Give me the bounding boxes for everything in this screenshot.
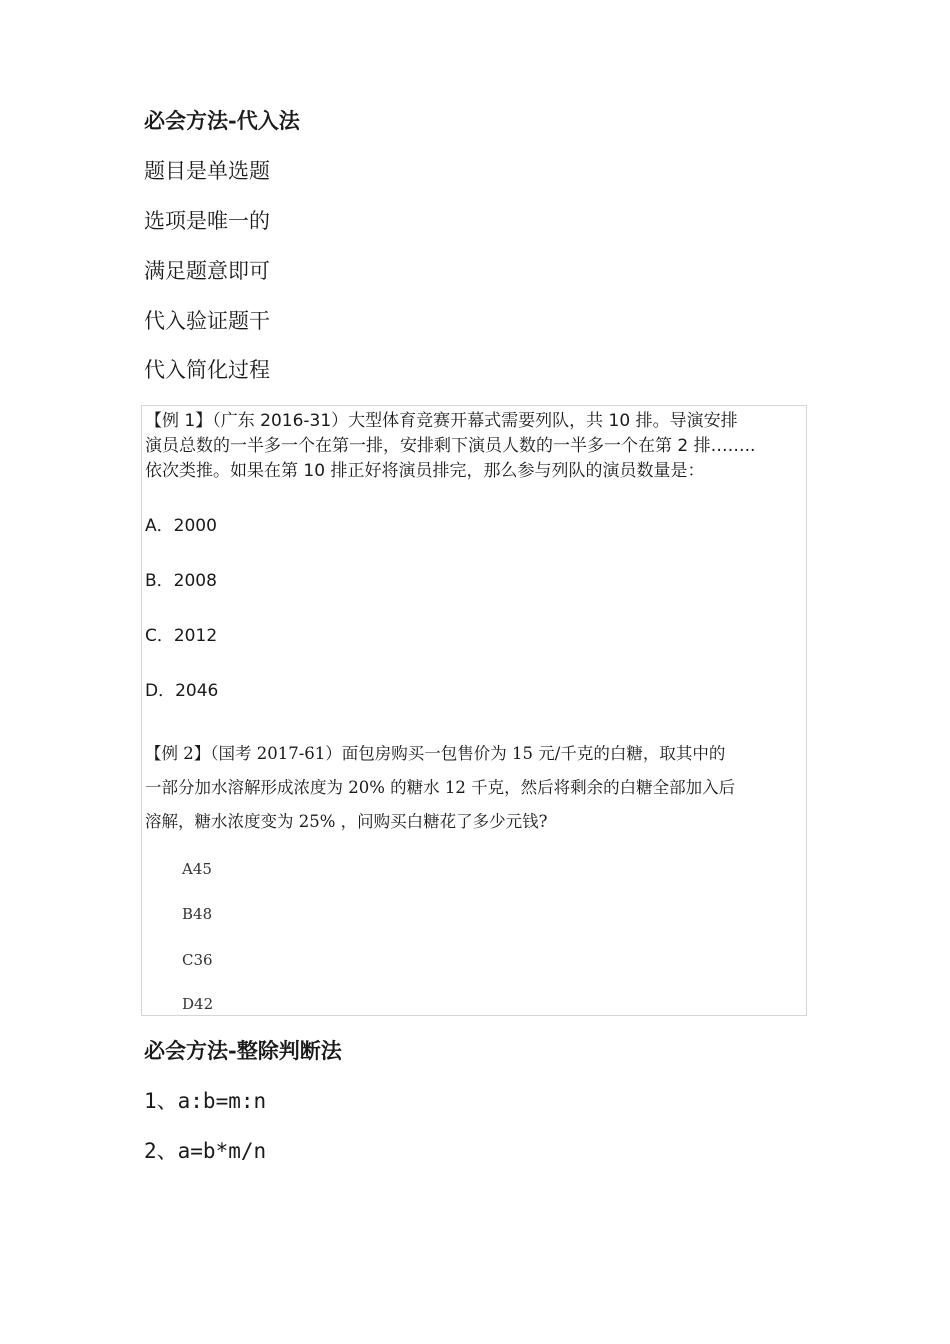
point-item: 题目是单选题: [144, 159, 270, 183]
section-title-substitution: 必会方法-代入法: [144, 108, 300, 133]
point-item: 代入验证题干: [144, 309, 270, 333]
example2-line: 【例 2】（国考 2017-61）面包房购买一包售价为 15 元/千克的白糖，取其中的: [145, 744, 726, 763]
example1-option-b: B．2008: [145, 571, 217, 591]
section-title-divisibility: 必会方法-整除判断法: [144, 1038, 342, 1063]
example1-line: 【例 1】（广东 2016-31）大型体育竞赛开幕式需要列队，共 10 排。导演安排: [145, 411, 738, 431]
point-item: 选项是唯一的: [144, 209, 270, 233]
example2-option-c: C36: [182, 951, 213, 969]
example1-option-a: A．2000: [145, 516, 217, 536]
point-item: 代入简化过程: [144, 358, 270, 382]
example1-line: 演员总数的一半多一个在第一排，安排剩下演员人数的一半多一个在第 2 排……..: [145, 436, 756, 456]
point-item: 满足题意即可: [144, 259, 270, 283]
example1-line: 依次类推。如果在第 10 排正好将演员排完，那么参与列队的演员数量是：: [145, 461, 705, 481]
example2-option-a: A45: [182, 860, 212, 878]
example1-option-c: C．2012: [145, 626, 218, 646]
example2-option-d: D42: [182, 995, 214, 1013]
formula-item: 1、a:b=m:n: [144, 1089, 267, 1113]
example2-line: 一部分加水溶解形成浓度为 20% 的糖水 12 千克，然后将剩余的白糖全部加入后: [145, 778, 736, 797]
example2-line: 溶解，糖水浓度变为 25% ，问购买白糖花了多少元钱?: [145, 812, 548, 831]
example-box: [141, 405, 807, 1016]
example1-option-d: D．2046: [145, 681, 219, 701]
formula-item: 2、a=b*m/n: [144, 1139, 267, 1163]
example2-option-b: B48: [182, 905, 213, 923]
